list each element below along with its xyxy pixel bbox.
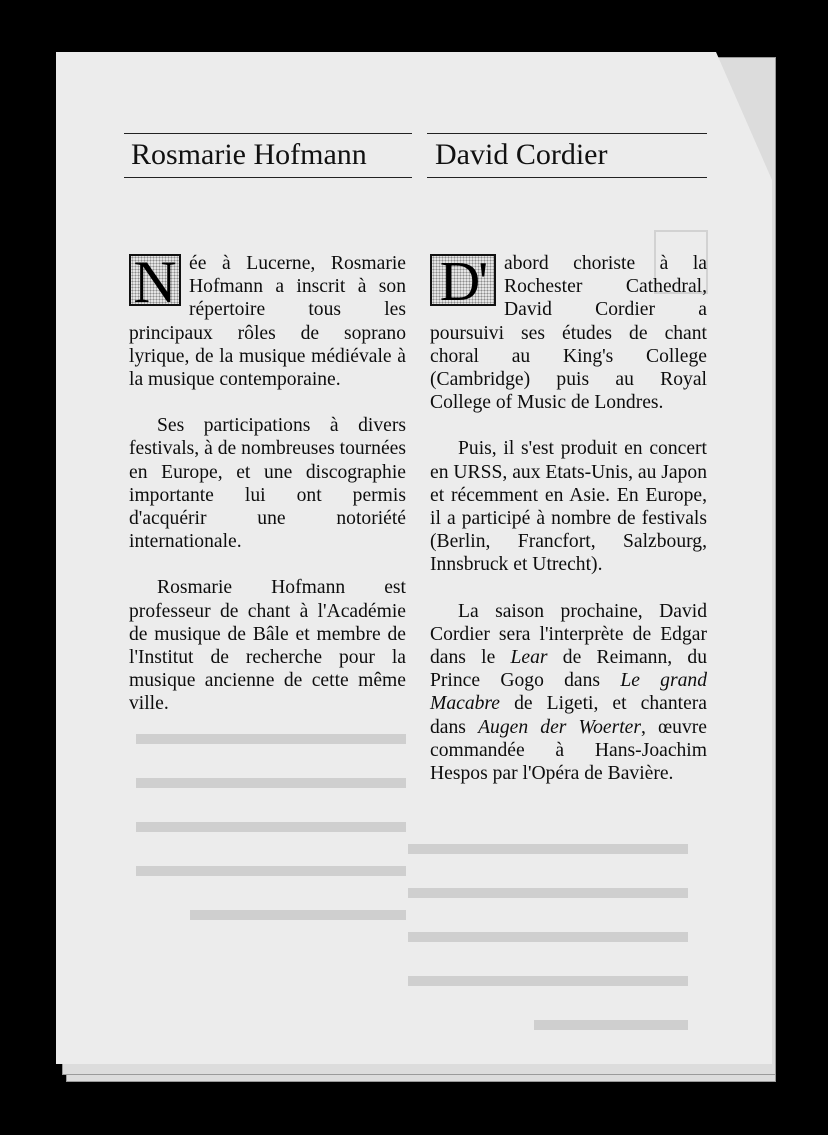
left-column-title: Rosmarie Hofmann bbox=[131, 138, 367, 171]
left-paragraph-1: N ée à Lucerne, Rosmarie Hofmann a inscrit à son répertoire tous les principaux rôles de soprano lyrique, de la musique médiévale à la musique contemporaine. bbox=[129, 253, 406, 391]
work-title-augen-der-woerter: Augen der Woerter bbox=[478, 716, 641, 738]
right-paragraph-3: La saison prochaine, David Cordier sera l'interprète de Edgar dans le Lear de Reimann, du Prince Gogo dans Le grand Macabre de Ligeti, et chantera dans Augen der Woerter, œuvre commandée à Hans-Joachim Hespos par l'Opéra de Bavière. bbox=[430, 600, 707, 785]
left-column-text bbox=[129, 252, 406, 739]
work-title-lear: Lear bbox=[510, 647, 548, 669]
right-header-bottom-rule bbox=[427, 177, 707, 178]
bleed-through-right bbox=[408, 822, 688, 1042]
right-column-text bbox=[430, 252, 707, 808]
left-paragraph-2: Ses participations à divers festivals, à de nombreuses tournées en Europe, et une discographie importante lui ont permis d'acquérir une notoriété internationale. bbox=[129, 415, 406, 553]
right-paragraph-2: Puis, il s'est produit en concert en URSS, aux Etats-Unis, au Japon et récemment en Asie. En Europe, il a participé à nombre de festivals (Berlin, Francfort, Salzbourg, Innsbruck et Utrecht). bbox=[430, 438, 708, 576]
work-title-le-grand-macabre: Le grand Macabre bbox=[430, 670, 707, 715]
drop-cap-n: N bbox=[129, 254, 181, 306]
left-header-top-rule bbox=[124, 133, 412, 134]
bleed-through-left bbox=[136, 712, 406, 962]
right-column-title: David Cordier bbox=[435, 138, 608, 171]
left-header-bottom-rule bbox=[124, 177, 412, 178]
right-paragraph-1: D' abord choriste à la Rochester Cathedral, David Cordier a poursuivi ses études de chant choral au King's College (Cambridge) puis au Royal College of Music de Londres. bbox=[430, 253, 707, 414]
left-paragraph-3: Rosmarie Hofmann est professeur de chant à l'Académie de musique de Bâle et membre de l'Institut de recherche pour la musique ancienne de cette même ville. bbox=[129, 577, 406, 715]
drop-cap-d: D' bbox=[430, 254, 496, 306]
right-header-top-rule bbox=[427, 133, 707, 134]
